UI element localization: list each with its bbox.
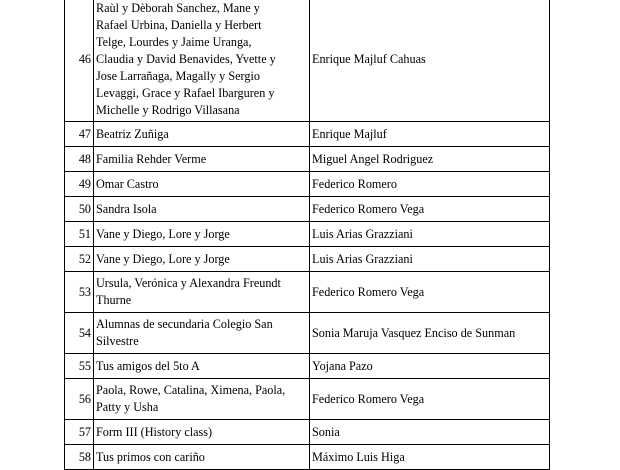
sender-cell xyxy=(94,197,310,222)
sender-line: Ursula, Verónica y Alexandra Freundt xyxy=(96,276,281,290)
sender-cell xyxy=(94,122,310,147)
row-number-cell: 53 xyxy=(65,272,94,313)
sender-line: Silvestre xyxy=(96,334,139,348)
sender-line: Alumnas de secundaria Colegio San xyxy=(96,317,273,331)
recipient-cell: Luis Arias Grazziani xyxy=(310,222,550,247)
table-row xyxy=(65,122,550,147)
sender-line: Michelle y Rodrigo Villasana xyxy=(96,102,240,117)
sender-cell xyxy=(94,354,310,379)
table-row xyxy=(65,272,550,313)
sender-line: Omar Castro xyxy=(96,176,159,191)
recipient-cell: Federico Romero Vega xyxy=(310,272,550,313)
recipient-cell: Federico Romero xyxy=(310,172,550,197)
sender-cell xyxy=(94,0,310,122)
sender-line: Familia Rehder Verme xyxy=(96,151,207,166)
table-row xyxy=(65,313,550,354)
table-row xyxy=(65,420,550,445)
sender-line: Thurne xyxy=(96,293,132,307)
row-number-cell: 54 xyxy=(65,313,94,354)
row-number-cell: 52 xyxy=(65,247,94,272)
sender-line: Rafael Urbina, Daniella y Herbert xyxy=(96,17,262,32)
sender-line: Levaggi, Grace y Rafael Ibarguren y xyxy=(96,85,275,100)
sender-line: Beatriz Zuñiga xyxy=(96,126,169,141)
recipient-cell: Enrique Majluf Cahuas xyxy=(310,0,550,122)
recipient-cell: Máximo Luis Higa xyxy=(310,445,550,470)
table-row xyxy=(65,0,550,122)
row-number-cell: 49 xyxy=(65,172,94,197)
sender-line: Patty y Usha xyxy=(96,400,159,414)
sender-line: Vane y Diego, Lore y Jorge xyxy=(96,226,230,241)
row-number-cell: 56 xyxy=(65,379,94,420)
row-number-cell: 48 xyxy=(65,147,94,172)
row-number-cell: 51 xyxy=(65,222,94,247)
table-row xyxy=(65,354,550,379)
recipient-cell: Sonia Maruja Vasquez Enciso de Sunman xyxy=(310,313,550,354)
sender-cell xyxy=(94,420,310,445)
recipient-cell: Federico Romero Vega xyxy=(310,197,550,222)
recipient-cell: Enrique Majluf xyxy=(310,122,550,147)
row-number-cell: 57 xyxy=(65,420,94,445)
sender-cell xyxy=(94,445,310,470)
table-row xyxy=(65,172,550,197)
table-body xyxy=(65,0,550,470)
sender-line: Paola, Rowe, Catalina, Ximena, Paola, xyxy=(96,383,286,397)
sender-cell xyxy=(94,247,310,272)
table-row xyxy=(65,247,550,272)
row-number-cell: 46 xyxy=(65,0,94,122)
table-row xyxy=(65,379,550,420)
sender-line: Claudia y David Benavides, Yvette y xyxy=(96,51,276,66)
table-row xyxy=(65,197,550,222)
sender-cell xyxy=(94,313,310,354)
recipient-cell: Luis Arias Grazziani xyxy=(310,247,550,272)
row-number-cell: 47 xyxy=(65,122,94,147)
sender-line: Tus primos con cariño xyxy=(96,449,205,464)
sender-cell xyxy=(94,272,310,313)
sender-cell xyxy=(94,379,310,420)
recipient-cell: Federico Romero Vega xyxy=(310,379,550,420)
recipient-cell: Miguel Angel Rodriguez xyxy=(310,147,550,172)
sender-line: Tus amigos del 5to A xyxy=(96,358,200,373)
sender-cell xyxy=(94,172,310,197)
row-number-cell: 58 xyxy=(65,445,94,470)
sender-line: Jose Larrañaga, Magally y Sergio xyxy=(96,68,260,83)
dedications-table xyxy=(64,0,550,470)
row-number-cell: 55 xyxy=(65,354,94,379)
recipient-cell: Yojana Pazo xyxy=(310,354,550,379)
table-row xyxy=(65,147,550,172)
table-row xyxy=(65,222,550,247)
sender-cell xyxy=(94,147,310,172)
recipient-cell: Sonia xyxy=(310,420,550,445)
sender-line: Raùl y Dèborah Sanchez, Mane y xyxy=(96,0,260,15)
row-number-cell: 50 xyxy=(65,197,94,222)
sender-cell xyxy=(94,222,310,247)
table-row xyxy=(65,445,550,470)
sender-line: Sandra Isola xyxy=(96,201,157,216)
sender-line: Vane y Diego, Lore y Jorge xyxy=(96,251,230,266)
sender-line: Telge, Lourdes y Jaime Uranga, xyxy=(96,34,252,49)
sender-line: Form III (History class) xyxy=(96,424,213,439)
